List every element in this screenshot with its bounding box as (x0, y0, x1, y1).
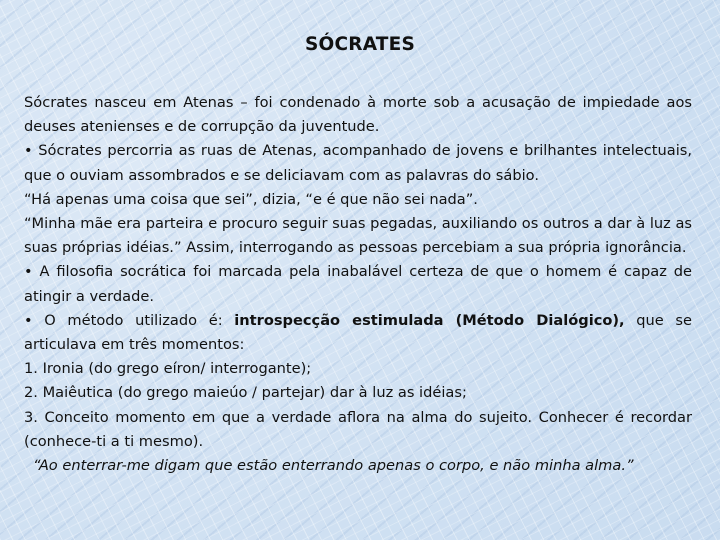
paragraph-birth: Sócrates nasceu em Atenas – foi condenado à morte sob a acusação de impiedade aos deuses atenienses e de corrupção da juventude. (24, 94, 692, 136)
paragraph-know-nothing: “Há apenas uma coisa que sei”, dizia, “e é que não sei nada”. (24, 190, 478, 208)
paragraph-midwife: “Minha mãe era parteira e procuro seguir suas pegadas, auxiliando os outros a dar à luz as suas próprias idéias.” Assim, interrogando as pessoas percebiam a sua própria ignorância. (24, 215, 692, 257)
method-outro: que se articulava em três momentos: (24, 311, 692, 354)
closing-quote: “Ao enterrar-me digam que estão enterrando apenas o corpo, e não minha alma.” (33, 457, 634, 475)
list-item-maieutica: 2. Maiêutica (do grego maieúo / partejar) dar à luz as idéias; (24, 384, 467, 402)
list-item-ironia: 1. Ironia (do grego eíron/ interrogante); (24, 360, 312, 378)
slide-title: SÓCRATES (305, 34, 415, 55)
slide-body (24, 91, 692, 478)
method-name: introspecção estimulada (Método Dialógico), (234, 311, 625, 329)
paragraph-method (24, 309, 692, 357)
paragraph-truth: • A filosofia socrática foi marcada pela inabalável certeza de que o homem é capaz de atingir a verdade. (24, 263, 692, 305)
list-item-conceito: 3. Conceito momento em que a verdade aflora na alma do sujeito. Conhecer é recordar (conhece-ti a ti mesmo). (24, 408, 692, 450)
paragraph-streets: • Sócrates percorria as ruas de Atenas, acompanhado de jovens e brilhantes intelectuais, que o ouviam assombrados e se deliciavam com as palavras do sábio. (24, 142, 692, 184)
method-intro: • O método utilizado é: (24, 311, 235, 329)
